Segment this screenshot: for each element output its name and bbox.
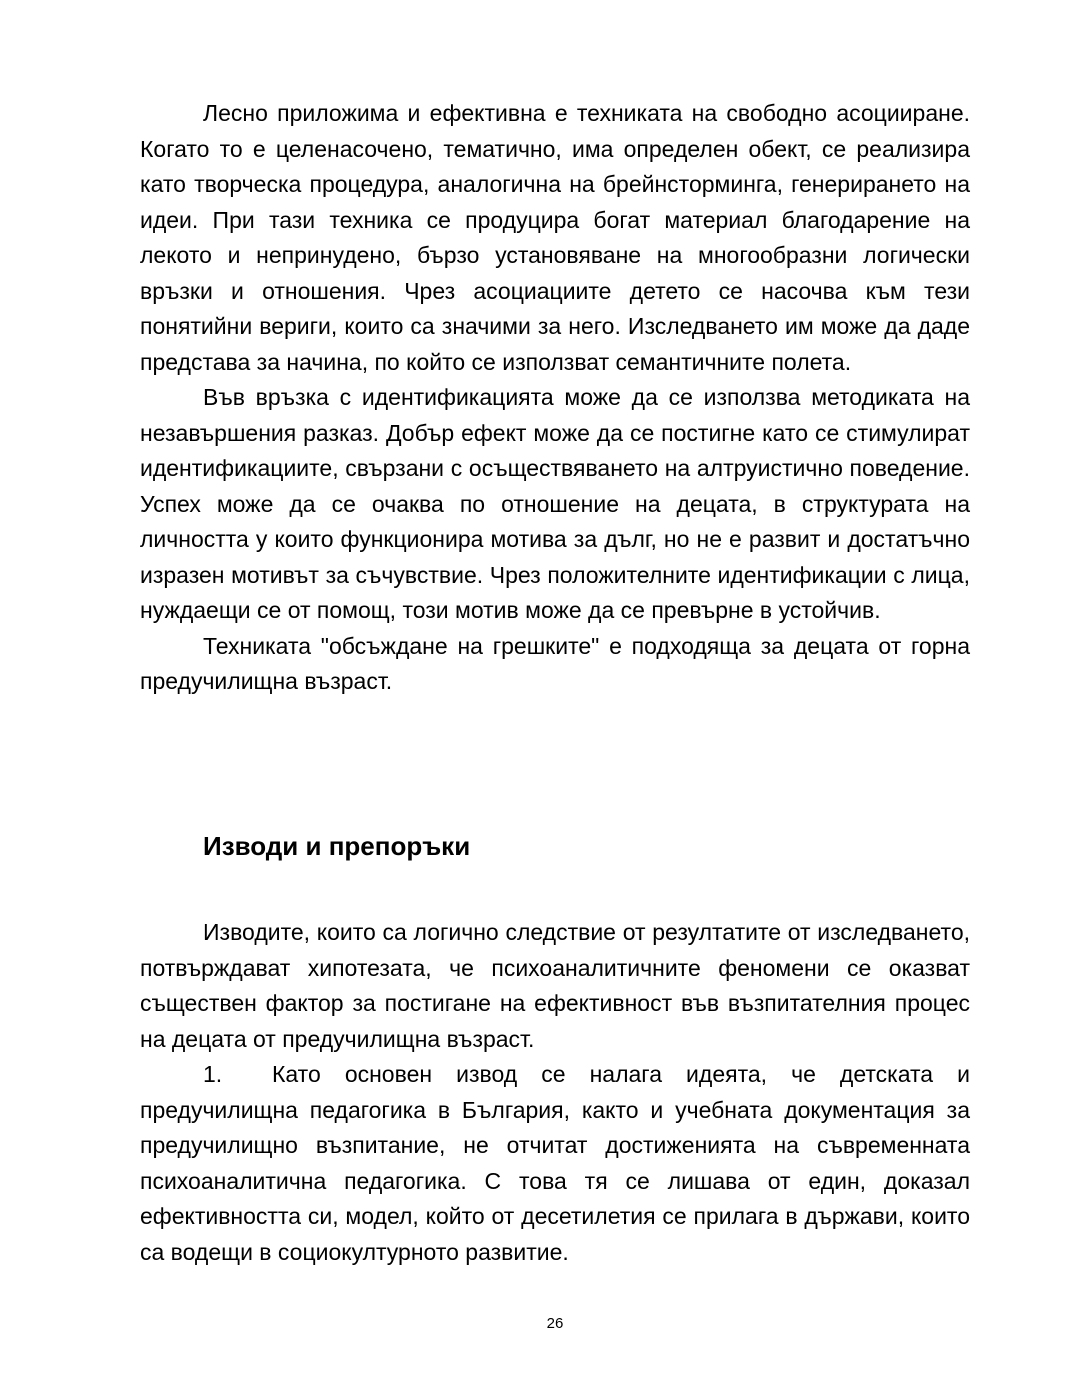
paragraph: Във връзка с идентификацията може да се използва методиката на незавършения разказ. Добър ефект може да се постигне като се стимулират идентификациите, свързани с осъществяването на алтруистично поведение. Успех може да се очаква по отношение на децата, в структурата на личността у които функционира мотива за дълг, но не е развит и достатъчно изразен мотивът за съчувствие. Чрез положителните идентификации с лица, нуждаещи се от помощ, този мотив може да се превърне в устойчив. xyxy=(140,384,970,623)
page-number: 26 xyxy=(546,1315,564,1332)
paragraph: Изводите, които са логично следствие от резултатите от изследването, потвърждават хипотезата, че психоаналитичните феномени се оказват съществен фактор за постигане на ефективност във възпитателния процес на децата от предучилищна възраст. xyxy=(140,919,970,1052)
list-item-text: Като основен извод се налага идеята, че детската и предучилищна педагогика в България, както и учебната документация за предучилищно възпитание, не отчитат достиженията на съвременната психоаналитична педагогика. С това тя се лишава от един, доказал ефективността си, модел, който от десетилетия се прилага в държави, които са водещи в социокултурното развитие. xyxy=(140,1061,970,1265)
body-text-bottom xyxy=(140,915,970,1270)
list-item-number: 1. xyxy=(203,1061,223,1087)
paragraph: Техниката "обсъждане на грешките" е подходяща за децата от горна предучилищна възраст. xyxy=(140,632,970,694)
list-item xyxy=(140,1057,970,1270)
body-text-top xyxy=(140,96,970,700)
paragraph: Лесно приложима и ефективна е техниката на свободно асоцииране. Когато то е целенасочено, тематично, има определен обект, се реализира като творческа процедура, аналогична на брейнсторминга, генерирането на идеи. При тази техника се продуцира богат материал благодарение на лекото и непринудено, бързо установяване на многообразни логически връзки и отношения. Чрез асоциациите детето се насочва към тези понятийни вериги, които са значими за него. Изследването им може да даде представа за начина, по който се използват семантичните полета. xyxy=(140,100,970,375)
section-heading: Изводи и препоръки xyxy=(203,831,471,861)
